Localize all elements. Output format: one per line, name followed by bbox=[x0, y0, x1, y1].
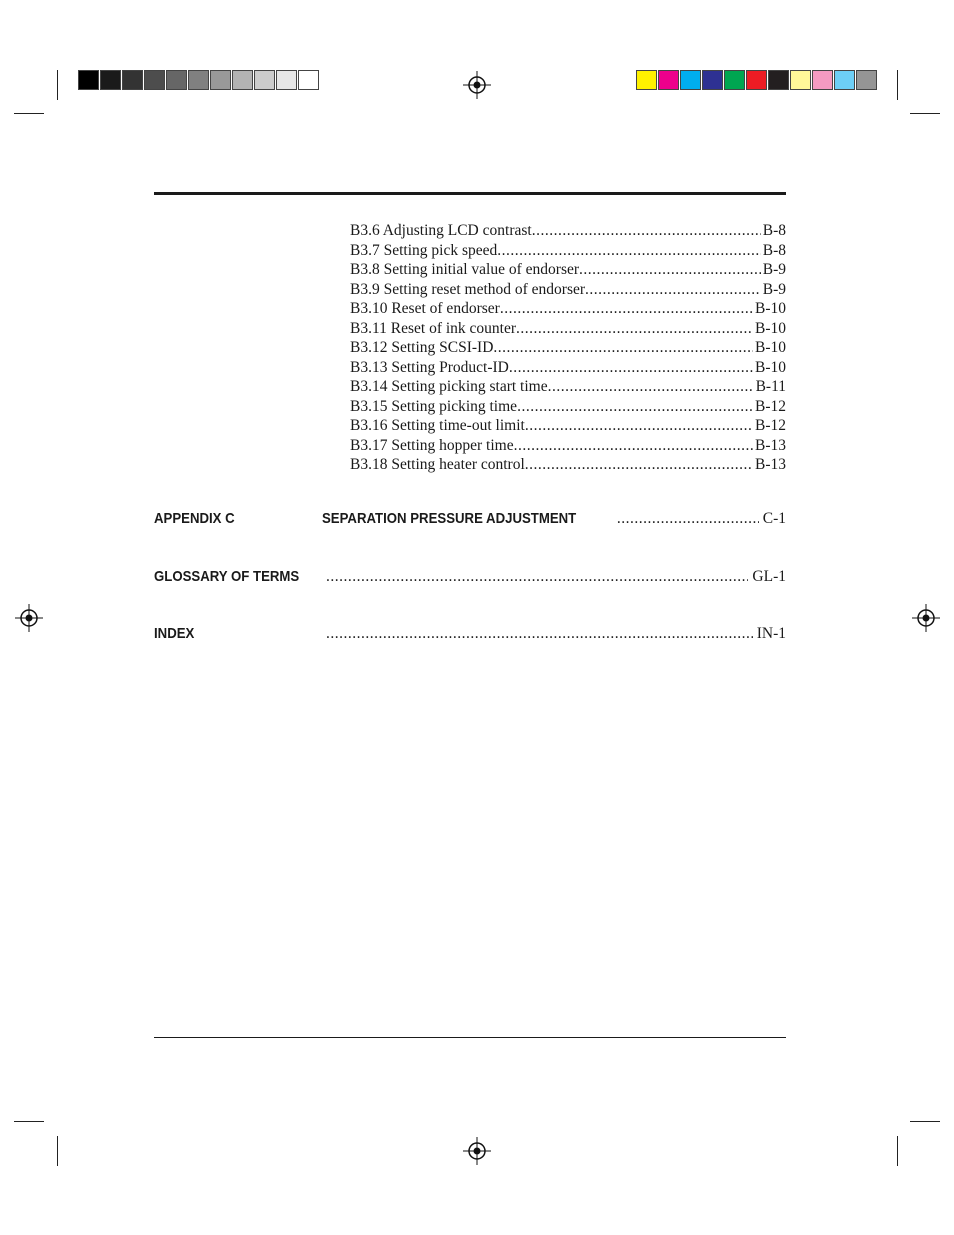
grayscale-color-bar bbox=[78, 70, 320, 90]
toc-entry-page: B-10 bbox=[755, 319, 786, 337]
toc-entry-page: B-13 bbox=[755, 456, 786, 473]
toc-entry bbox=[350, 300, 786, 320]
toc-entry-title: SEPARATION PRESSURE ADJUSTMENT bbox=[322, 510, 577, 527]
toc-entry-page: IN-1 bbox=[756, 625, 786, 642]
color-swatch bbox=[232, 70, 253, 90]
toc-entry-index bbox=[154, 625, 786, 647]
toc-entry-label: APPENDIX C bbox=[154, 510, 235, 527]
toc-entry-page: GL-1 bbox=[752, 568, 786, 585]
toc-entry bbox=[350, 437, 786, 457]
dot-leader bbox=[517, 398, 753, 416]
toc-entry-page: B-13 bbox=[755, 436, 786, 454]
crop-mark-bottom-left-vertical bbox=[57, 1136, 58, 1166]
toc-entry-page: B-11 bbox=[755, 378, 786, 395]
toc-entry-page: B-8 bbox=[762, 241, 786, 259]
toc-entry-page: B-10 bbox=[755, 339, 786, 356]
crop-mark-top-left-horizontal bbox=[14, 113, 44, 114]
dot-leader bbox=[525, 456, 753, 474]
color-swatch bbox=[166, 70, 187, 90]
toc-entry bbox=[350, 398, 786, 418]
toc-entry bbox=[350, 281, 786, 301]
dot-leader bbox=[514, 437, 753, 455]
dot-leader bbox=[497, 242, 761, 260]
toc-entry-page: B-9 bbox=[762, 280, 786, 298]
toc-entry-title: B3.16 Setting time-out limit bbox=[350, 417, 525, 434]
toc-entry-glossary bbox=[154, 568, 786, 590]
toc-entry-label: GLOSSARY OF TERMS bbox=[154, 568, 300, 585]
crop-mark-bottom-right-vertical bbox=[897, 1136, 898, 1166]
crop-mark-bottom-left-horizontal bbox=[14, 1121, 44, 1122]
dot-leader bbox=[548, 378, 754, 396]
color-swatch bbox=[812, 70, 833, 90]
toc-entry-title: B3.6 Adjusting LCD contrast bbox=[350, 222, 532, 239]
color-swatch bbox=[768, 70, 789, 90]
toc-entry bbox=[350, 456, 786, 476]
color-swatch bbox=[724, 70, 745, 90]
toc-entry-title: B3.7 Setting pick speed bbox=[350, 241, 498, 259]
toc-subsection-list bbox=[350, 222, 786, 476]
process-color-bar bbox=[636, 70, 878, 90]
dot-leader bbox=[585, 281, 761, 299]
toc-entry-title: B3.10 Reset of endorser bbox=[350, 300, 500, 317]
toc-entry-page: B-12 bbox=[755, 397, 786, 415]
color-swatch bbox=[636, 70, 657, 90]
toc-entry bbox=[350, 242, 786, 262]
toc-entry-appendix-c bbox=[154, 510, 786, 532]
color-swatch bbox=[790, 70, 811, 90]
registration-mark-icon bbox=[14, 603, 44, 633]
toc-entry-title: B3.17 Setting hopper time bbox=[350, 436, 514, 454]
color-swatch bbox=[210, 70, 231, 90]
toc-entry bbox=[350, 320, 786, 340]
toc-entry-page: B-10 bbox=[755, 358, 786, 376]
footer-rule bbox=[154, 1037, 786, 1038]
toc-entry-page: B-12 bbox=[755, 417, 786, 434]
color-swatch bbox=[680, 70, 701, 90]
color-swatch bbox=[276, 70, 297, 90]
toc-entry-page: C-1 bbox=[762, 510, 786, 527]
toc-entry-title: B3.9 Setting reset method of endorser bbox=[350, 280, 586, 298]
color-swatch bbox=[658, 70, 679, 90]
toc-entry-title: B3.8 Setting initial value of endorser bbox=[350, 261, 580, 278]
dot-leader bbox=[326, 568, 748, 586]
crop-mark-bottom-right-horizontal bbox=[910, 1121, 940, 1122]
registration-mark-icon bbox=[462, 1136, 492, 1166]
toc-entry-page: B-10 bbox=[755, 300, 786, 317]
toc-entry-title: B3.14 Setting picking start time bbox=[350, 378, 548, 395]
dot-leader bbox=[525, 417, 753, 435]
toc-entry-title: B3.11 Reset of ink counter bbox=[350, 319, 517, 337]
color-swatch bbox=[834, 70, 855, 90]
toc-entry-page: B-8 bbox=[762, 222, 786, 239]
toc-entry bbox=[350, 339, 786, 359]
toc-entry-title: B3.12 Setting SCSI-ID bbox=[350, 339, 494, 356]
crop-mark-top-right-horizontal bbox=[910, 113, 940, 114]
dot-leader bbox=[532, 222, 761, 240]
color-swatch bbox=[188, 70, 209, 90]
registration-mark-icon bbox=[911, 603, 941, 633]
toc-entry-title: B3.15 Setting picking time bbox=[350, 397, 518, 415]
toc-entry bbox=[350, 261, 786, 281]
color-swatch bbox=[298, 70, 319, 90]
color-swatch bbox=[702, 70, 723, 90]
dot-leader bbox=[509, 359, 753, 377]
dot-leader bbox=[516, 320, 753, 338]
color-swatch bbox=[122, 70, 143, 90]
toc-entry-label: INDEX bbox=[154, 625, 195, 642]
registration-mark-icon bbox=[462, 70, 492, 100]
toc-entry-page: B-9 bbox=[762, 261, 786, 278]
color-swatch bbox=[100, 70, 121, 90]
header-rule bbox=[154, 192, 786, 195]
dot-leader bbox=[500, 300, 753, 318]
toc-entry-title: B3.18 Setting heater control bbox=[350, 456, 525, 473]
dot-leader bbox=[589, 510, 759, 528]
crop-mark-top-left-vertical bbox=[57, 70, 58, 100]
color-swatch bbox=[856, 70, 877, 90]
dot-leader bbox=[326, 625, 753, 643]
toc-entry bbox=[350, 378, 786, 398]
crop-mark-top-right-vertical bbox=[897, 70, 898, 100]
color-swatch bbox=[144, 70, 165, 90]
toc-entry bbox=[350, 359, 786, 379]
toc-entry bbox=[350, 222, 786, 242]
color-swatch bbox=[78, 70, 99, 90]
dot-leader bbox=[493, 339, 753, 357]
color-swatch bbox=[746, 70, 767, 90]
color-swatch bbox=[254, 70, 275, 90]
toc-entry-title: B3.13 Setting Product-ID bbox=[350, 358, 509, 376]
toc-entry bbox=[350, 417, 786, 437]
dot-leader bbox=[579, 261, 761, 279]
